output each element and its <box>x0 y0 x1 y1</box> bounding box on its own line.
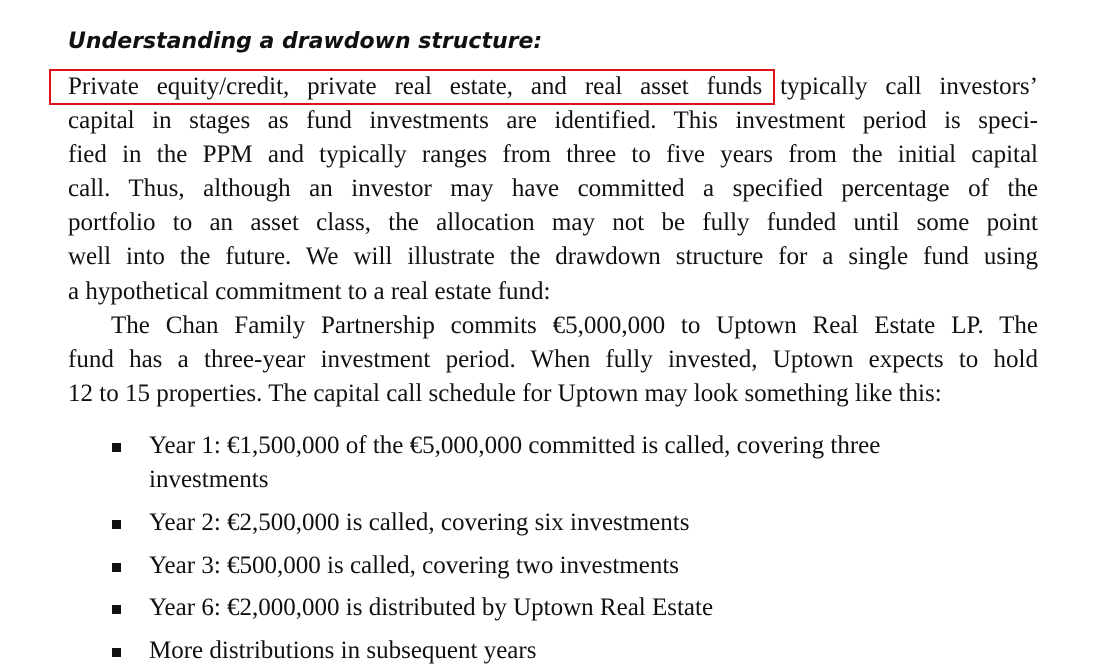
paragraph-line: a hypothetical commitment to a real estate fund: <box>68 278 551 305</box>
bullet-text: Year 1: €1,500,000 of the €5,000,000 committed is called, covering three <box>149 432 881 459</box>
bullet-marker <box>112 563 121 572</box>
bullet-text: Year 3: €500,000 is called, covering two investments <box>149 552 680 579</box>
paragraph-line: Private equity/credit, private real estate, and real asset funds typically call investors’ <box>68 73 1038 100</box>
paragraph-line: well into the future. We will illustrate the drawdown structure for a single fund using <box>68 243 1038 270</box>
bullet-marker <box>112 605 121 614</box>
bullet-marker <box>112 520 121 529</box>
bullet-text: Year 2: €2,500,000 is called, covering six investments <box>149 509 690 536</box>
paragraph-line: fied in the PPM and typically ranges from three to five years from the initial capital <box>68 141 1038 168</box>
section-heading: Understanding a drawdown structure: <box>68 29 543 54</box>
paragraph-line: 12 to 15 properties. The capital call schedule for Uptown may look something like this: <box>68 380 942 407</box>
bullet-marker <box>112 648 121 657</box>
paragraph-line: call. Thus, although an investor may have committed a specified percentage of the <box>68 175 1038 202</box>
bullet-text: Year 6: €2,000,000 is distributed by Uptown Real Estate <box>149 594 714 621</box>
paragraph-line: portfolio to an asset class, the allocation may not be fully funded until some point <box>68 209 1038 236</box>
bullet-text: investments <box>149 466 269 493</box>
paragraph-line: fund has a three-year investment period. When fully invested, Uptown expects to hold <box>68 346 1038 373</box>
bullet-text: More distributions in subsequent years <box>149 637 537 664</box>
paragraph-line: The Chan Family Partnership commits €5,000,000 to Uptown Real Estate LP. The <box>111 312 1038 339</box>
paragraph-line: capital in stages as fund investments are identified. This investment period is speci- <box>68 107 1038 134</box>
bullet-marker <box>112 443 121 452</box>
